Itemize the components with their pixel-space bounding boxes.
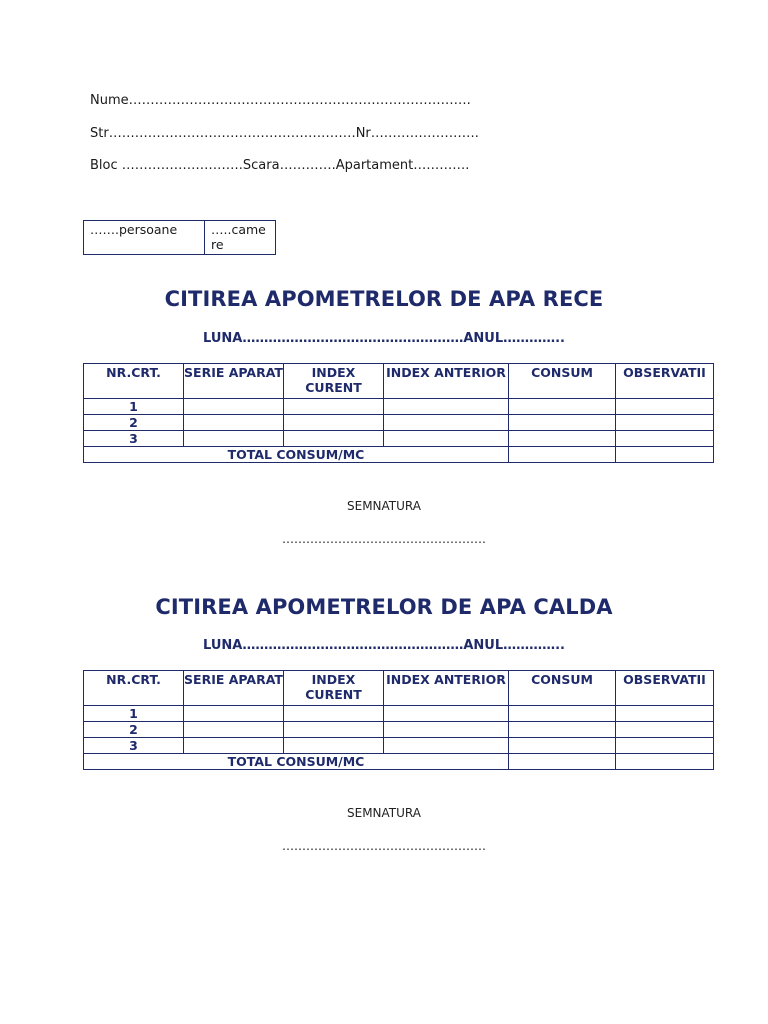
cold-water-table: [83, 363, 714, 463]
cell-observatii[interactable]: [616, 722, 714, 738]
row-number: 1: [84, 706, 184, 722]
cell-serie[interactable]: [184, 706, 284, 722]
cell-index-curent[interactable]: [284, 415, 384, 431]
row-number: 2: [84, 415, 184, 431]
cell-consum[interactable]: [509, 399, 616, 415]
cell-index-curent[interactable]: [284, 706, 384, 722]
cell-serie[interactable]: [184, 722, 284, 738]
total-label: TOTAL CONSUM/MC: [84, 447, 509, 463]
col-consum: CONSUM: [509, 364, 616, 399]
cell-serie[interactable]: [184, 431, 284, 447]
cell-index-anterior[interactable]: [384, 431, 509, 447]
cell-total-consum[interactable]: [509, 754, 616, 770]
persons-cell: …….persoane: [84, 221, 205, 255]
col-index-anterior: INDEX ANTERIOR: [384, 671, 509, 706]
row-number: 1: [84, 399, 184, 415]
block-field-line: Bloc ……………………….Scara………….Apartament………….: [90, 158, 470, 173]
cell-index-anterior[interactable]: [384, 722, 509, 738]
row-number: 3: [84, 431, 184, 447]
cell-consum[interactable]: [509, 722, 616, 738]
table-row: [84, 722, 714, 738]
cell-observatii[interactable]: [616, 399, 714, 415]
total-row: [84, 754, 714, 770]
hot-signature-line: ……………………………………………: [282, 839, 486, 853]
col-index-anterior: INDEX ANTERIOR: [384, 364, 509, 399]
cell-total-observatii[interactable]: [616, 447, 714, 463]
table-row: [84, 706, 714, 722]
col-nr-crt: NR.CRT.: [84, 671, 184, 706]
col-observatii: OBSERVATII: [616, 364, 714, 399]
table-row: [84, 738, 714, 754]
table-row: [84, 415, 714, 431]
cell-observatii[interactable]: [616, 738, 714, 754]
cell-index-anterior[interactable]: [384, 706, 509, 722]
cell-observatii[interactable]: [616, 415, 714, 431]
col-serie-aparat: SERIE APARAT: [184, 671, 284, 706]
cell-index-anterior[interactable]: [384, 738, 509, 754]
cold-signature-line: ……………………………………………: [282, 532, 486, 546]
cell-consum[interactable]: [509, 706, 616, 722]
cell-serie[interactable]: [184, 399, 284, 415]
col-index-curent: INDEX CURENT: [284, 364, 384, 399]
hot-water-title: CITIREA APOMETRELOR DE APA CALDA: [155, 595, 613, 619]
col-consum: CONSUM: [509, 671, 616, 706]
cold-month-year-line: LUNA……………………………………………ANUL…………..: [203, 331, 565, 346]
cell-index-curent[interactable]: [284, 431, 384, 447]
hot-signature-label: SEMNATURA: [347, 806, 421, 820]
total-row: [84, 447, 714, 463]
cell-index-curent[interactable]: [284, 399, 384, 415]
cell-index-curent[interactable]: [284, 738, 384, 754]
col-index-curent: INDEX CURENT: [284, 671, 384, 706]
cell-index-curent[interactable]: [284, 722, 384, 738]
street-field-line: Str…………………………………………………Nr…………………….: [90, 126, 479, 141]
rooms-cell: …..camere: [205, 221, 276, 255]
table-row: [84, 431, 714, 447]
cell-consum[interactable]: [509, 415, 616, 431]
row-number: 2: [84, 722, 184, 738]
cell-observatii[interactable]: [616, 431, 714, 447]
cell-observatii[interactable]: [616, 706, 714, 722]
table-row: [84, 399, 714, 415]
cell-serie[interactable]: [184, 738, 284, 754]
hot-water-table: [83, 670, 714, 770]
col-serie-aparat: SERIE APARAT: [184, 364, 284, 399]
cell-index-anterior[interactable]: [384, 415, 509, 431]
cold-water-title: CITIREA APOMETRELOR DE APA RECE: [164, 287, 604, 311]
name-field-line: Nume…………………………………………………………………….: [90, 93, 471, 108]
cell-total-observatii[interactable]: [616, 754, 714, 770]
household-table: [83, 220, 276, 255]
col-observatii: OBSERVATII: [616, 671, 714, 706]
col-nr-crt: NR.CRT.: [84, 364, 184, 399]
cell-index-anterior[interactable]: [384, 399, 509, 415]
cell-serie[interactable]: [184, 415, 284, 431]
cell-consum[interactable]: [509, 738, 616, 754]
cell-total-consum[interactable]: [509, 447, 616, 463]
hot-month-year-line: LUNA……………………………………………ANUL…………..: [203, 638, 565, 653]
cold-signature-label: SEMNATURA: [347, 499, 421, 513]
row-number: 3: [84, 738, 184, 754]
total-label: TOTAL CONSUM/MC: [84, 754, 509, 770]
cell-consum[interactable]: [509, 431, 616, 447]
